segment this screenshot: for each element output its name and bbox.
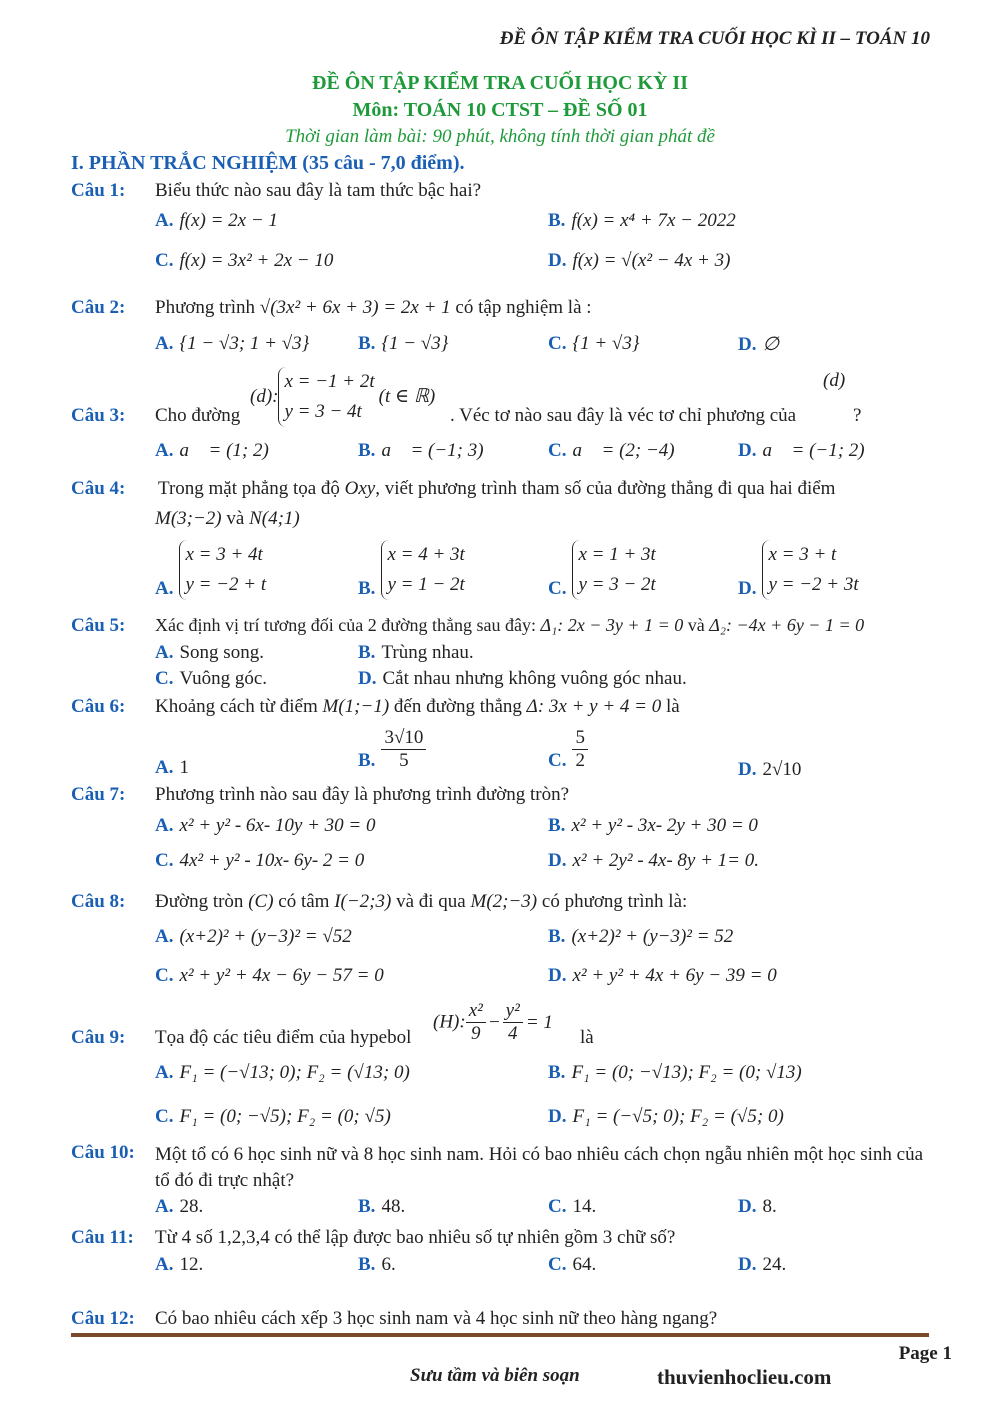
question-6-option-a: A. 1 (155, 757, 189, 778)
question-4-text: Trong mặt phẳng tọa độ Oxy, viết phương trình tham số của đường thẳng đi qua hai điểm (158, 478, 836, 499)
question-3-system: (d): x = −1 + 2t y = 3 − 4t (t ∈ ℝ) (250, 367, 435, 427)
question-7-option-a: A. x² + y² - 6x- 10y + 30 = 0 (155, 815, 376, 836)
question-11-option-d: D. 24. (738, 1254, 787, 1275)
question-3-option-a: A. a⃗ = (1; 2) (155, 440, 269, 461)
question-3-option-b: B. a⃗ = (−1; 3) (358, 440, 484, 461)
page-header: ĐỀ ÔN TẬP KIỂM TRA CUỐI HỌC KÌ II – TOÁN 10 (499, 28, 930, 49)
question-11-option-b: B. 6. (358, 1254, 396, 1275)
question-4-points: M(3;−2) và N(4;1) (155, 508, 300, 529)
question-1-option-c: C. f(x) = 3x² + 2x − 10 (155, 250, 334, 271)
question-6-option-d: D. 2√10 (738, 759, 802, 780)
question-3-text: . Véc tơ nào sau đây là véc tơ chỉ phương của (450, 405, 797, 426)
question-2-option-d: D. ∅ (738, 334, 780, 355)
question-2-text: Phương trình √(3x² + 6x + 3) = 2x + 1 có tập nghiệm là : (155, 297, 592, 318)
question-4-option-d: D. x = 3 + t y = −2 + 3t (738, 540, 859, 600)
question-5-option-c: C. Vuông góc. (155, 668, 267, 689)
question-1-text: Biểu thức nào sau đây là tam thức bậc hai? (155, 180, 482, 201)
question-11-option-a: A. 12. (155, 1254, 204, 1275)
question-4-option-b: B. x = 4 + 3t y = 1 − 2t (358, 540, 465, 600)
question-6-option-c: C. $\frac{5}{2}$ (548, 727, 588, 772)
exam-subject: Môn: TOÁN 10 CTST – ĐỀ SỐ 01 (352, 99, 648, 121)
question-2-equation: √(3x² + 6x + 3) = 2x + 1 (259, 297, 451, 318)
question-3-lead: Cho đường (155, 405, 241, 426)
question-7-option-c: C. 4x² + y² - 10x- 6y- 2 = 0 (155, 850, 365, 871)
question-11-text: Từ 4 số 1,2,3,4 có thể lập được bao nhiêu số tự nhiên gồm 3 chữ số? (155, 1227, 676, 1248)
question-10-option-d: D. 8. (738, 1196, 777, 1217)
question-1-number: Câu 1: (71, 180, 126, 201)
question-4-option-a: A. x = 3 + 4t y = −2 + t (155, 540, 266, 600)
question-9-hyperbola: (H): $\frac{\text{x²}}{9}$ − $\frac{\text{y²}}{4}$ = 1 (433, 1000, 553, 1044)
question-9-option-b: B. F₁ = (0; −√13); F₂ = (0; √13) (548, 1062, 802, 1083)
question-5-option-d: D. Cắt nhau nhưng không vuông góc nhau. (358, 668, 687, 689)
question-10-option-a: A. 28. (155, 1196, 204, 1217)
question-2-option-b: B. {1 − √3} (358, 333, 449, 354)
question-7-option-d: D. x² + 2y² - 4x- 8y + 1= 0. (548, 850, 759, 871)
question-4-option-c: C. x = 1 + 3t y = 3 − 2t (548, 540, 656, 600)
question-11-option-c: C. 64. (548, 1254, 597, 1275)
question-8-text: Đường tròn (C) có tâm I(−2;3) và đi qua M(2;−3) có phương trình là: (155, 891, 688, 912)
question-5-text: Xác định vị trí tương đối của 2 đường thẳng sau đây: Δ₁: 2x − 3y + 1 = 0 và Δ₂: −4x + 6y − 1 = 0 (155, 615, 865, 635)
question-1-option-a: A. f(x) = 2x − 1 (155, 210, 278, 231)
question-11-number: Câu 11: (71, 1227, 134, 1248)
question-9-option-c: C. F₁ = (0; −√5); F₂ = (0; √5) (155, 1106, 391, 1127)
question-7-option-b: B. x² + y² - 3x- 2y + 30 = 0 (548, 815, 758, 836)
question-6-text: Khoảng cách từ điểm M(1;−1) đến đường thẳng Δ: 3x + y + 4 = 0 là (155, 696, 680, 717)
question-5-option-b: B. Trùng nhau. (358, 642, 474, 663)
question-4-number: Câu 4: (71, 478, 126, 499)
question-10-option-b: B. 48. (358, 1196, 406, 1217)
question-12-text: Có bao nhiêu cách xếp 3 học sinh nam và 4 học sinh nữ theo hàng ngang? (155, 1308, 718, 1329)
question-3-number: Câu 3: (71, 405, 126, 426)
question-10-option-c: C. 14. (548, 1196, 597, 1217)
question-1-option-d: D. f(x) = √(x² − 4x + 3) (548, 250, 731, 271)
question-5-option-a: A. Song song. (155, 642, 264, 663)
page-number: Page 1 (898, 1343, 952, 1364)
question-7-number: Câu 7: (71, 784, 126, 805)
question-9-option-a: A. F₁ = (−√13; 0); F₂ = (√13; 0) (155, 1062, 410, 1083)
footer-credit: Sưu tầm và biên soạn (410, 1365, 580, 1386)
question-5-number: Câu 5: (71, 615, 126, 636)
exam-title: ĐỀ ÔN TẬP KIỂM TRA CUỐI HỌC KỲ II (312, 72, 688, 94)
question-3-line-label: (d) (823, 370, 846, 391)
question-9-option-d: D. F₁ = (−√5; 0); F₂ = (√5; 0) (548, 1106, 784, 1127)
question-2-number: Câu 2: (71, 297, 126, 318)
question-2-option-c: C. {1 + √3} (548, 333, 640, 354)
question-10-number: Câu 10: (71, 1142, 135, 1163)
question-8-option-d: D. x² + y² + 4x + 6y − 39 = 0 (548, 965, 777, 986)
footer-website: thuvienhoclieu.com (657, 1365, 832, 1389)
question-9-text: Tọa độ các tiêu điểm của hypebol (155, 1027, 412, 1048)
question-3-mark: ? (853, 405, 862, 426)
question-6-option-b: B. $\frac{3√10}{5}$ (358, 727, 426, 772)
question-3-option-d: D. a⃗ = (−1; 2) (738, 440, 865, 461)
question-12-number: Câu 12: (71, 1308, 135, 1329)
question-6-number: Câu 6: (71, 696, 126, 717)
question-9-end: là (580, 1027, 594, 1048)
question-7-text: Phương trình nào sau đây là phương trình đường tròn? (155, 784, 570, 805)
footer-divider (71, 1333, 929, 1337)
question-10-text: Một tổ có 6 học sinh nữ và 8 học sinh nam. Hỏi có bao nhiêu cách chọn ngẫu nhiên một học sinh của tổ đó đi trực nhật? (155, 1144, 924, 1191)
question-8-option-b: B. (x+2)² + (y−3)² = 52 (548, 926, 734, 947)
question-2-option-a: A. {1 − √3; 1 + √3} (155, 333, 310, 354)
section-heading: I. PHẦN TRẮC NGHIỆM (35 câu - 7,0 điểm). (71, 152, 465, 174)
question-3-option-c: C. a⃗ = (2; −4) (548, 440, 675, 461)
exam-duration: Thời gian làm bài: 90 phút, không tính thời gian phát đề (285, 126, 715, 147)
question-8-number: Câu 8: (71, 891, 126, 912)
question-8-option-c: C. x² + y² + 4x − 6y − 57 = 0 (155, 965, 384, 986)
question-9-number: Câu 9: (71, 1027, 126, 1048)
question-1-option-b: B. f(x) = x⁴ + 7x − 2022 (548, 210, 736, 231)
question-8-option-a: A. (x+2)² + (y−3)² = √52 (155, 926, 352, 947)
